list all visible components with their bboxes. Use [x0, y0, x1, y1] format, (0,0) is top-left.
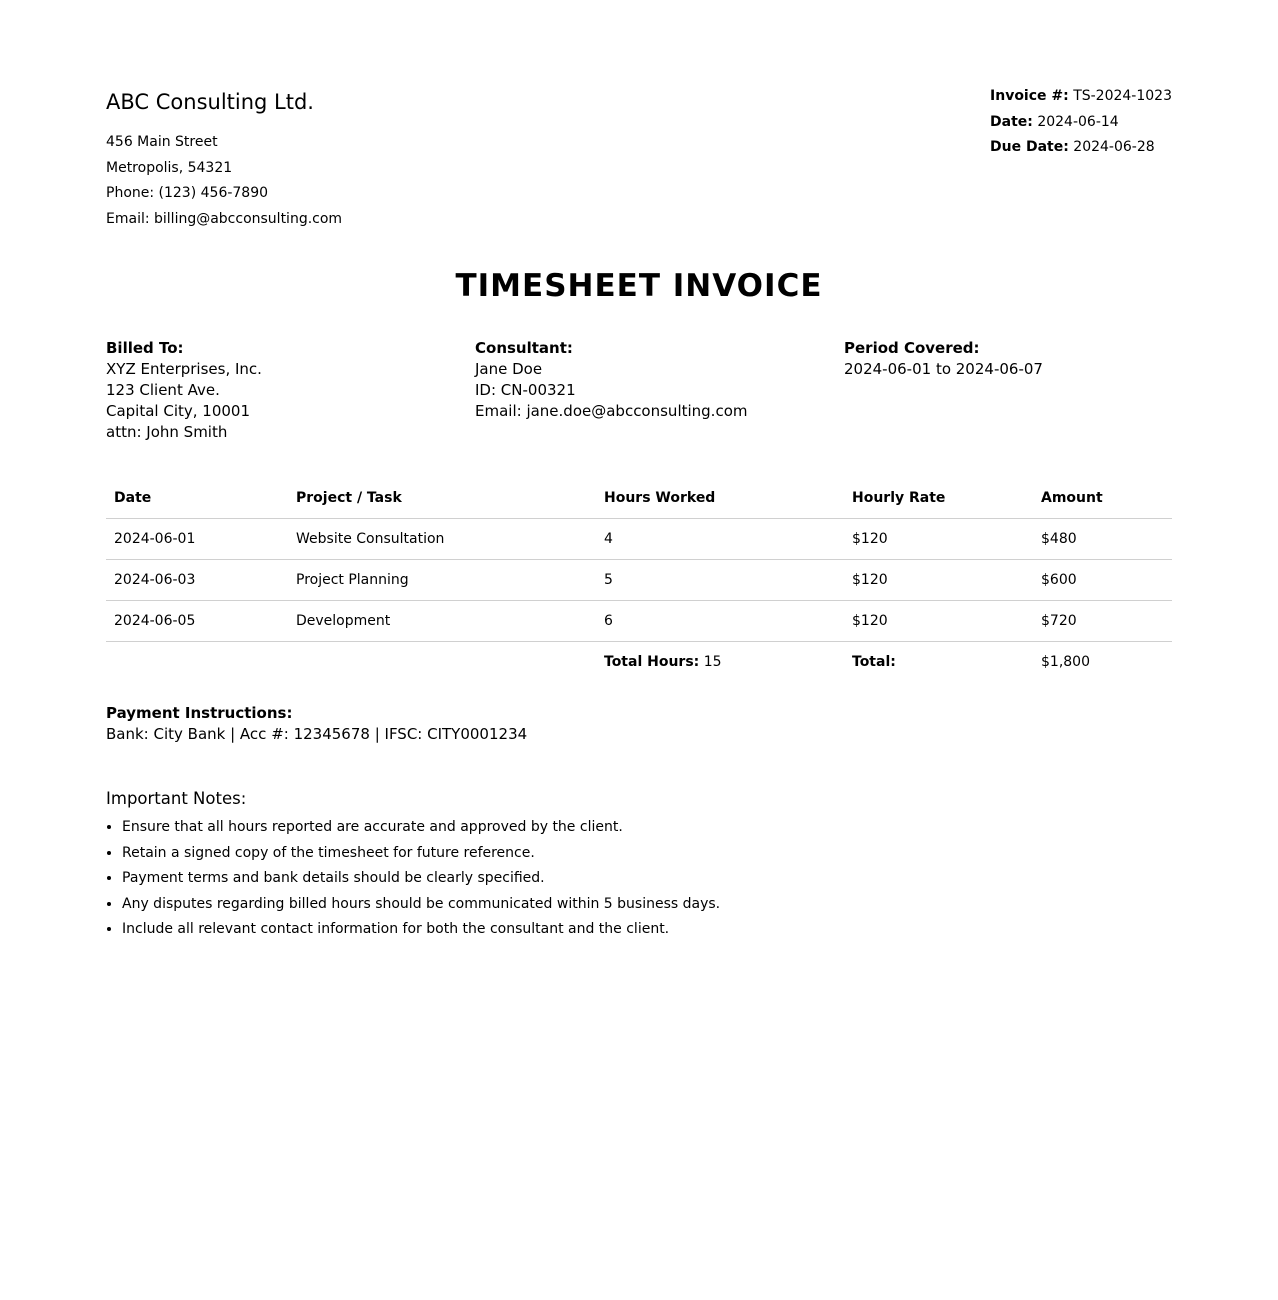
cell-empty: [288, 642, 596, 683]
total-hours-label: Total Hours:: [604, 654, 700, 670]
total-label-cell: [844, 642, 1033, 683]
table-total-row: [106, 642, 1172, 683]
billed-to-address: 123 Client Ave.: [106, 381, 220, 399]
invoice-date: 2024-06-14: [1037, 113, 1119, 130]
cell-date: 2024-06-01: [106, 519, 288, 560]
cell-date: 2024-06-03: [106, 560, 288, 601]
timesheet-table: [106, 478, 1172, 682]
due-date-label: Due Date:: [990, 139, 1069, 155]
billed-to-label: Billed To:: [106, 339, 184, 357]
total-amount: $1,800: [1041, 654, 1090, 670]
column-header-amount: Amount: [1033, 478, 1172, 519]
invoice-date-row: [990, 110, 1172, 136]
invoice-header: [106, 0, 1172, 240]
payment-label: Payment Instructions:: [106, 704, 293, 722]
consultant-name: Jane Doe: [475, 360, 543, 378]
column-header-hours: Hours Worked: [596, 478, 844, 519]
table-row: [106, 519, 1172, 560]
list-item: • Ensure that all hours reported are accurate and approved by the client.: [122, 815, 720, 841]
notes-list: [106, 815, 720, 943]
billed-to-attn: attn: John Smith: [106, 423, 228, 441]
payment-instructions: [106, 703, 527, 745]
invoice-number-row: [990, 84, 1172, 110]
total-label: Total:: [852, 654, 896, 670]
period-label: Period Covered:: [844, 339, 980, 357]
cell-date: 2024-06-05: [106, 601, 288, 642]
cell-rate: $120: [844, 560, 1033, 601]
cell-empty: [106, 642, 288, 683]
total-hours-value: 15: [703, 654, 722, 670]
invoice-number-label: Invoice #:: [990, 88, 1069, 104]
table-header-row: [106, 478, 1172, 519]
table-row: [106, 601, 1172, 642]
page-title: TIMESHEET INVOICE: [455, 268, 823, 304]
important-notes: [106, 787, 720, 943]
period-range: 2024-06-01 to 2024-06-07: [844, 360, 1043, 378]
parties-section: [106, 338, 1172, 448]
cell-hours: 4: [596, 519, 844, 560]
list-item: • Payment terms and bank details should be clearly specified.: [122, 866, 720, 892]
cell-amount: $600: [1033, 560, 1172, 601]
column-header-task: Project / Task: [288, 478, 596, 519]
column-header-rate: Hourly Rate: [844, 478, 1033, 519]
company-info: [106, 88, 342, 232]
consultant-block: [475, 338, 748, 422]
cell-task: Project Planning: [288, 560, 596, 601]
due-date: 2024-06-28: [1073, 139, 1155, 155]
billed-to-block: [106, 338, 262, 443]
consultant-label: Consultant:: [475, 339, 573, 357]
list-item: • Retain a signed copy of the timesheet for future reference.: [122, 841, 720, 867]
total-hours-cell: [596, 642, 844, 683]
invoice-date-label: Date:: [990, 113, 1033, 130]
invoice-number: TS-2024-1023: [1073, 88, 1172, 104]
list-item: • Any disputes regarding billed hours should be communicated within 5 business days.: [122, 892, 720, 918]
cell-amount: $480: [1033, 519, 1172, 560]
company-phone: Phone: (123) 456-7890: [106, 185, 269, 201]
column-header-date: Date: [106, 478, 288, 519]
company-email: Email: billing@abcconsulting.com: [106, 210, 343, 227]
billed-to-name: XYZ Enterprises, Inc.: [106, 360, 262, 378]
cell-rate: $120: [844, 601, 1033, 642]
table-row: [106, 560, 1172, 601]
period-block: [844, 338, 1043, 380]
cell-hours: 5: [596, 560, 844, 601]
billed-to-city: Capital City, 10001: [106, 402, 251, 420]
company-address-line1: 456 Main Street: [106, 134, 218, 150]
company-address-line2: Metropolis, 54321: [106, 159, 233, 176]
invoice-page: [106, 0, 1172, 937]
cell-hours: 6: [596, 601, 844, 642]
cell-amount: $720: [1033, 601, 1172, 642]
consultant-email: Email: jane.doe@abcconsulting.com: [475, 402, 748, 420]
due-date-row: [990, 135, 1172, 161]
cell-rate: $120: [844, 519, 1033, 560]
cell-task: Development: [288, 601, 596, 642]
cell-task: Website Consultation: [288, 519, 596, 560]
consultant-id: ID: CN-00321: [475, 381, 576, 399]
list-item: • Include all relevant contact information for both the consultant and the client.: [122, 917, 720, 943]
notes-title: Important Notes:: [106, 789, 247, 808]
invoice-meta: [990, 84, 1172, 161]
company-name: ABC Consulting Ltd.: [106, 90, 314, 114]
total-amount-cell: [1033, 642, 1172, 683]
payment-details: Bank: City Bank | Acc #: 12345678 | IFSC: CITY0001234: [106, 725, 528, 743]
